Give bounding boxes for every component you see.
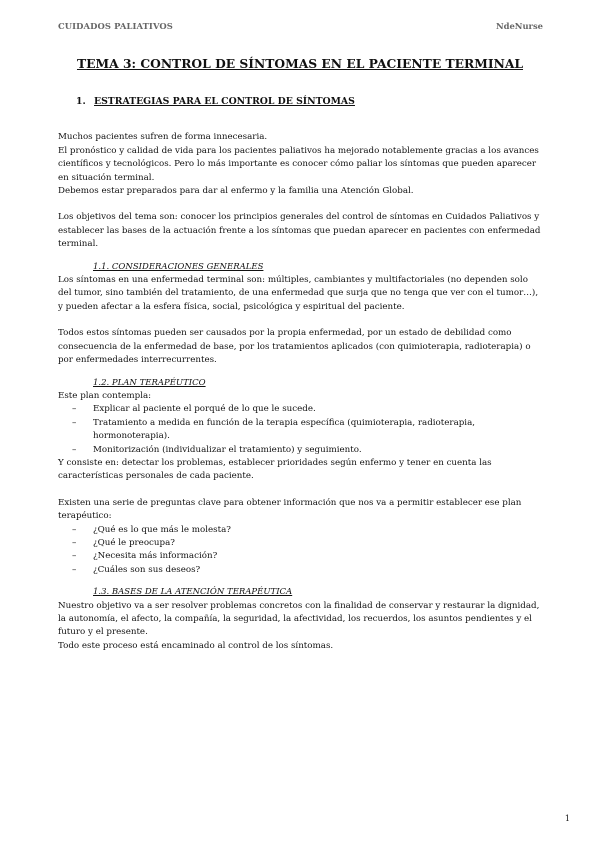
list-item: – Tratamiento a medida en función de la terapia específica (quimioterapia, radioterapia, hormonoterapia).: [58, 417, 542, 444]
header-right: NdeNurse: [495, 21, 543, 31]
page-title: TEMA 3: CONTROL DE SÍNTOMAS EN EL PACIENTE TERMINAL: [76, 56, 524, 71]
list-item: – ¿Qué le preocupa?: [58, 537, 542, 550]
sub13-paragraph-2: Todo este proceso está encaminado al control de los síntomas.: [58, 640, 334, 651]
list-item: – Explicar al paciente el porqué de lo que le sucede.: [58, 403, 542, 416]
plan-list: [58, 403, 542, 457]
questions-list: [58, 524, 542, 578]
list-item: – ¿Necesita más información?: [58, 550, 542, 563]
list-item: – Monitorización (individualizar el tratamiento) y seguimiento.: [58, 444, 542, 457]
intro-paragraph-3: Debemos estar preparados para dar al enfermo y la familia una Atención Global.: [58, 186, 414, 197]
list-item: – ¿Cuáles son sus deseos?: [58, 564, 542, 577]
sub13-paragraph-1: Nuestro objetivo va a ser resolver problemas concretos con la finalidad de conservar y restaurar la dignidad, la autonomía, el afecto, la compañía, la seguridad, la afectividad, los recuerdos, los asuntos pendientes y el futuro y el presente.: [58, 600, 540, 638]
subsection-title-1-3: 1.3. BASES DE LA ATENCIÓN TERAPÉUTICA: [93, 587, 293, 598]
document-body: [58, 95, 542, 653]
intro-paragraph-1: Muchos pacientes sufren de forma innecesaria.: [58, 132, 268, 143]
section-title: ESTRATEGIAS PARA EL CONTROL DE SÍNTOMAS: [94, 96, 355, 107]
sub11-paragraph-1: Los síntomas en una enfermedad terminal son: múltiples, cambiantes y multifactoriales (no dependen solo del tumor, sino también del tratamiento, de una enfermedad que surja que no tenga que ver con el tumor…), y pueden afectar a la esfera física, social, psicológica y espiritual del paciente.: [58, 275, 539, 312]
sub11-paragraph-2: Todos estos síntomas pueden ser causados por la propia enfermedad, por un estado de debilidad como consecuencia de la enfermedad de base, por los tratamientos aplicados (con quimioterapia, radioterapia) o por enfermedades interrecurrentes.: [58, 328, 531, 366]
list-item: – ¿Qué es lo que más le molesta?: [58, 524, 542, 537]
subsection-title-1-2: 1.2. PLAN TERAPÉUTICO: [93, 377, 206, 388]
subsection-title-1-1: 1.1. CONSIDERACIONES GENERALES: [93, 261, 264, 272]
sub12-intro: Este plan contempla:: [58, 390, 152, 401]
sub12-paragraph-3: Existen una serie de preguntas clave para obtener información que nos va a permitir establecer ese plan terapéutico:: [58, 497, 522, 522]
sub12-paragraph-2: Y consiste en: detectar los problemas, establecer prioridades según enfermo y tener en cuenta las características personales de cada paciente.: [58, 457, 492, 482]
intro-paragraph-4: Los objetivos del tema son: conocer los principios generales del control de síntomas en Cuidados Paliativos y establecer las bases de la actuación frente a los síntomas que puedan aparecer en pacientes con enfermedad terminal.: [58, 212, 541, 250]
header-left: CUIDADOS PALIATIVOS: [58, 21, 173, 31]
section-number: 1.: [76, 96, 86, 107]
section-heading: [58, 95, 542, 108]
intro-paragraph-2: El pronóstico y calidad de vida para los pacientes paliativos ha mejorado notablemente gracias a los avances científicos y tecnológicos. Pero lo más importante es conocer cómo paliar los síntomas que pueden aparecer en situación terminal.: [58, 145, 539, 183]
page-number: 1: [564, 814, 570, 823]
